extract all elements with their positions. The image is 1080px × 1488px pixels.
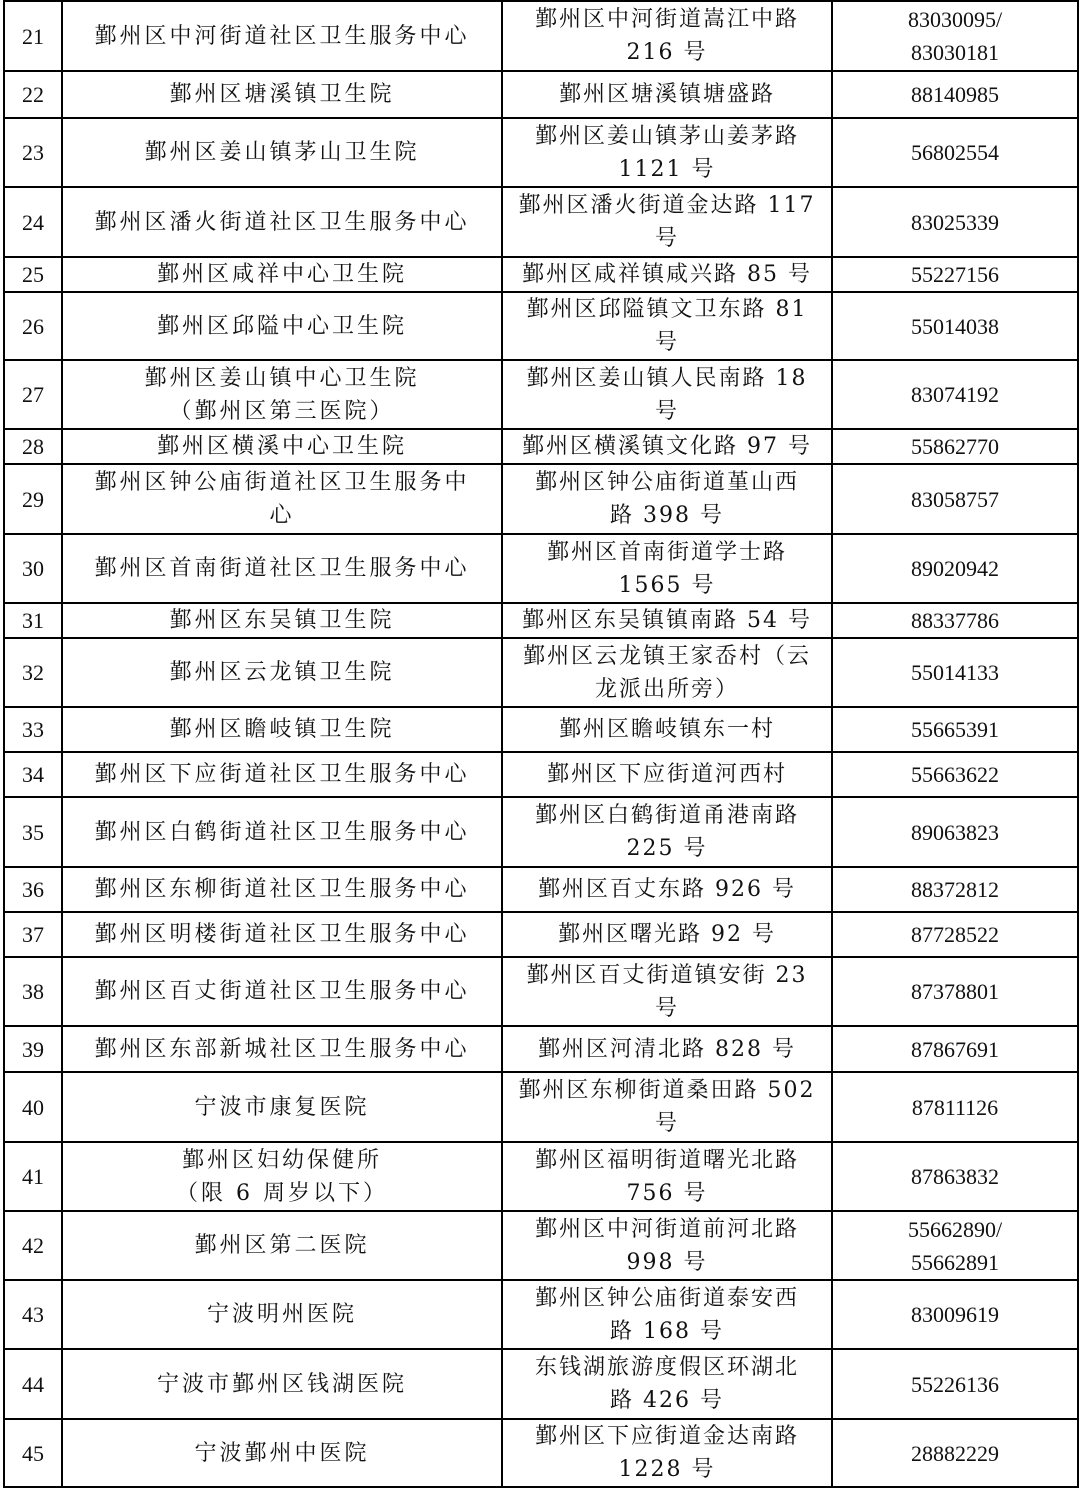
- institution-address-line: 225 号: [626, 836, 708, 861]
- institution-address-line: 鄞州区首南街道学士路: [546, 539, 787, 565]
- institution-address-line: 鄞州区下应街道河西村: [546, 762, 787, 787]
- institution-address: [502, 187, 832, 257]
- row-number: 32: [4, 638, 62, 707]
- institution-phone: [832, 71, 1078, 118]
- institution-phone: [832, 797, 1078, 867]
- row-number: 29: [4, 464, 62, 534]
- institution-address-line: 鄞州区福明街道曙光北路: [534, 1147, 799, 1173]
- institution-address: [502, 118, 832, 187]
- row-number: 23: [4, 118, 62, 187]
- institution-phone: [832, 1211, 1078, 1280]
- institution-name-line: 宁波市鄞州区钱湖医院: [156, 1371, 407, 1397]
- row-number: 27: [4, 360, 62, 429]
- row-number: 38: [4, 957, 62, 1026]
- table-row: [4, 118, 1078, 187]
- institution-name: [62, 957, 502, 1026]
- institution-address-line: 号: [654, 226, 679, 251]
- table-row: [4, 1280, 1078, 1349]
- table-row: [4, 292, 1078, 360]
- table-row: [4, 464, 1078, 534]
- institution-name: [62, 71, 502, 118]
- institution-name: [62, 912, 502, 957]
- institution-address-line: 鄞州区咸祥镇咸兴路 85 号: [522, 262, 812, 287]
- institution-address: [502, 360, 832, 429]
- institution-address-line: 鄞州区百丈街道镇安街 23: [526, 962, 808, 988]
- row-number: 28: [4, 429, 62, 464]
- institution-phone: [832, 118, 1078, 187]
- institution-name: [62, 534, 502, 603]
- institution-phone: [832, 292, 1078, 360]
- institution-name: [62, 360, 502, 429]
- institution-phone: [832, 360, 1078, 429]
- row-number: 43: [4, 1280, 62, 1349]
- institution-address-line: 路 426 号: [610, 1388, 724, 1413]
- institution-address-line: 998 号: [626, 1249, 708, 1275]
- institution-address-line: 鄞州区云龙镇王家岙村（云: [522, 643, 811, 669]
- institution-name-line: 鄞州区首南街道社区卫生服务中心: [94, 556, 470, 581]
- institution-phone: [832, 638, 1078, 707]
- institution-name-line: （限 6 周岁以下）: [176, 1180, 388, 1206]
- row-number: 37: [4, 912, 62, 957]
- institution-address-line: 鄞州区姜山镇茅山姜茅路: [534, 123, 799, 149]
- institution-phone-line: 55227156: [911, 262, 999, 287]
- institution-name-line: 心: [269, 503, 295, 528]
- institution-address-line: 鄞州区邱隘镇文卫东路 81: [526, 297, 808, 322]
- institution-name-line: 鄞州区第二医院: [194, 1233, 370, 1258]
- institution-name-line: 鄞州区横溪中心卫生院: [156, 434, 407, 459]
- row-number: 26: [4, 292, 62, 360]
- institution-address-line: 鄞州区钟公庙街道堇山西: [534, 470, 799, 495]
- row-number: 41: [4, 1142, 62, 1211]
- institution-address: [502, 1349, 832, 1419]
- institution-name-line: 鄞州区下应街道社区卫生服务中心: [94, 762, 470, 787]
- institution-address-line: 号: [654, 398, 679, 424]
- table-row: [4, 797, 1078, 867]
- institution-phone: [832, 1419, 1078, 1487]
- institution-phone: [832, 1072, 1078, 1142]
- institution-name-line: 鄞州区姜山镇茅山卫生院: [144, 140, 420, 165]
- institution-phone: [832, 603, 1078, 638]
- table-row: [4, 1026, 1078, 1072]
- institution-phone: [832, 1349, 1078, 1419]
- table-row: [4, 1072, 1078, 1142]
- institution-phone: [832, 534, 1078, 603]
- institution-name: [62, 1, 502, 71]
- institution-address: [502, 1072, 832, 1142]
- institution-address-line: 号: [654, 1111, 679, 1136]
- table-row: [4, 534, 1078, 603]
- institution-phone-line: 87378801: [911, 979, 999, 1004]
- institution-name: [62, 257, 502, 292]
- institution-phone-line: 87728522: [911, 922, 999, 947]
- institution-name: [62, 603, 502, 638]
- institution-phone: [832, 912, 1078, 957]
- table-row: [4, 257, 1078, 292]
- institution-name: [62, 429, 502, 464]
- institution-phone-line: 89063823: [911, 819, 999, 845]
- institution-address-line: 鄞州区曙光路 92 号: [558, 922, 776, 947]
- table-row: [4, 1, 1078, 71]
- table-row: [4, 752, 1078, 797]
- institution-address: [502, 638, 832, 707]
- institution-address: [502, 1026, 832, 1072]
- institution-phone-line: 83074192: [911, 382, 999, 407]
- institution-name-line: 鄞州区云龙镇卫生院: [169, 660, 395, 685]
- row-number: 31: [4, 603, 62, 638]
- institution-address-line: 鄞州区钟公庙街道泰安西: [534, 1285, 799, 1311]
- institution-name-line: 鄞州区妇幼保健所: [181, 1147, 382, 1173]
- institution-phone-line: 83058757: [911, 486, 999, 512]
- institution-address: [502, 1419, 832, 1487]
- institution-address: [502, 429, 832, 464]
- institution-name-line: 鄞州区潘火街道社区卫生服务中心: [94, 209, 470, 235]
- institution-name: [62, 292, 502, 360]
- table-row: [4, 1142, 1078, 1211]
- institution-phone-line: 55226136: [911, 1371, 999, 1397]
- row-number: 22: [4, 71, 62, 118]
- table-row: [4, 867, 1078, 912]
- institution-name-line: 鄞州区瞻岐镇卫生院: [169, 717, 395, 742]
- institution-address-line: 号: [654, 995, 679, 1021]
- row-number: 44: [4, 1349, 62, 1419]
- institution-name: [62, 752, 502, 797]
- institution-name-line: 鄞州区白鹤街道社区卫生服务中心: [94, 819, 470, 845]
- institution-name-line: 鄞州区东柳街道社区卫生服务中心: [94, 877, 470, 902]
- institution-name: [62, 187, 502, 257]
- institution-name-line: 鄞州区姜山镇中心卫生院: [144, 365, 420, 391]
- row-number: 24: [4, 187, 62, 257]
- institution-address: [502, 1280, 832, 1349]
- institution-name: [62, 1142, 502, 1211]
- table-row: [4, 1211, 1078, 1280]
- institution-name: [62, 638, 502, 707]
- institution-phone-line: 87863832: [911, 1164, 999, 1189]
- row-number: 45: [4, 1419, 62, 1487]
- institution-address: [502, 797, 832, 867]
- institution-address: [502, 292, 832, 360]
- table-row: [4, 1419, 1078, 1487]
- institution-address-line: 鄞州区白鹤街道甬港南路: [534, 803, 799, 828]
- institution-name: [62, 1349, 502, 1419]
- institution-address-line: 鄞州区中河街道嵩江中路: [534, 7, 799, 32]
- institution-phone-line: 55014038: [911, 313, 999, 339]
- institution-address-line: 鄞州区横溪镇文化路 97 号: [522, 434, 812, 459]
- institution-address-line: 路 398 号: [610, 503, 724, 528]
- institution-name-line: 鄞州区中河街道社区卫生服务中心: [94, 23, 470, 49]
- institution-name-line: 鄞州区塘溪镇卫生院: [169, 82, 395, 107]
- institution-address-line: 1565 号: [618, 572, 716, 598]
- table-row: [4, 603, 1078, 638]
- institution-name-line: 鄞州区钟公庙街道社区卫生服务中: [94, 470, 470, 495]
- institution-phone-line: 83030095/: [907, 7, 1003, 32]
- institution-address-line: 鄞州区下应街道金达南路: [534, 1424, 799, 1449]
- institution-phone-line: 55862770: [911, 434, 999, 459]
- institution-phone-line: 55663622: [911, 762, 999, 787]
- institution-address-line: 鄞州区百丈东路 926 号: [538, 877, 796, 902]
- institution-phone: [832, 1026, 1078, 1072]
- row-number: 34: [4, 752, 62, 797]
- institution-phone: [832, 752, 1078, 797]
- institution-address-line: 鄞州区东柳街道桑田路 502: [518, 1078, 816, 1103]
- institution-name-line: 鄞州区东部新城社区卫生服务中心: [94, 1036, 470, 1062]
- institution-address: [502, 1142, 832, 1211]
- institution-phone-line: 89020942: [911, 556, 999, 581]
- institution-phone: [832, 957, 1078, 1026]
- institution-address: [502, 1, 832, 71]
- institution-phone-line: 28882229: [911, 1440, 999, 1466]
- clinic-table: [3, 0, 1079, 1488]
- table-row: [4, 957, 1078, 1026]
- institution-phone-line: 55665391: [911, 717, 999, 742]
- row-number: 39: [4, 1026, 62, 1072]
- institution-phone: [832, 1280, 1078, 1349]
- institution-name-line: 宁波市康复医院: [194, 1094, 370, 1120]
- clinic-table-body: [4, 1, 1078, 1487]
- table-row: [4, 707, 1078, 752]
- institution-name-line: （鄞州区第三医院）: [169, 398, 395, 424]
- row-number: 35: [4, 797, 62, 867]
- institution-phone-line: 83030181: [911, 40, 999, 65]
- institution-address-line: 东钱湖旅游度假区环湖北: [534, 1355, 799, 1380]
- institution-phone-line: 56802554: [911, 140, 999, 165]
- institution-phone-line: 55662890/: [907, 1216, 1003, 1242]
- institution-name: [62, 1026, 502, 1072]
- row-number: 30: [4, 534, 62, 603]
- institution-name-line: 鄞州区百丈街道社区卫生服务中心: [94, 979, 470, 1004]
- institution-address-line: 1121 号: [618, 156, 716, 182]
- institution-name-line: 鄞州区咸祥中心卫生院: [156, 262, 407, 287]
- institution-phone-line: 88140985: [911, 82, 999, 107]
- institution-name: [62, 1211, 502, 1280]
- institution-address-line: 1228 号: [618, 1457, 716, 1482]
- table-row: [4, 638, 1078, 707]
- institution-phone-line: 88372812: [911, 877, 999, 902]
- institution-address: [502, 603, 832, 638]
- institution-address-line: 鄞州区塘溪镇塘盛路: [558, 82, 775, 107]
- institution-name-line: 鄞州区东吴镇卫生院: [169, 608, 395, 633]
- institution-name: [62, 707, 502, 752]
- institution-phone-line: 83025339: [911, 209, 999, 235]
- institution-address-line: 号: [654, 330, 679, 355]
- institution-address: [502, 464, 832, 534]
- institution-name-line: 宁波鄞州中医院: [194, 1440, 370, 1466]
- institution-address: [502, 912, 832, 957]
- institution-address-line: 756 号: [626, 1180, 708, 1206]
- institution-address-line: 鄞州区姜山镇人民南路 18: [526, 365, 808, 391]
- table-row: [4, 187, 1078, 257]
- institution-phone-line: 83009619: [911, 1302, 999, 1327]
- row-number: 42: [4, 1211, 62, 1280]
- institution-phone-line: 88337786: [911, 608, 999, 633]
- table-row: [4, 429, 1078, 464]
- institution-phone: [832, 429, 1078, 464]
- institution-address: [502, 71, 832, 118]
- institution-name: [62, 464, 502, 534]
- row-number: 21: [4, 1, 62, 71]
- table-row: [4, 1349, 1078, 1419]
- institution-address: [502, 707, 832, 752]
- institution-address: [502, 1211, 832, 1280]
- institution-name-line: 宁波明州医院: [206, 1302, 357, 1327]
- institution-address-line: 鄞州区河清北路 828 号: [538, 1036, 796, 1062]
- institution-name: [62, 1072, 502, 1142]
- institution-address-line: 216 号: [626, 40, 708, 65]
- institution-name-line: 鄞州区明楼街道社区卫生服务中心: [94, 922, 470, 947]
- institution-phone: [832, 187, 1078, 257]
- row-number: 40: [4, 1072, 62, 1142]
- institution-name-line: 鄞州区邱隘中心卫生院: [156, 313, 407, 339]
- institution-phone: [832, 867, 1078, 912]
- institution-name: [62, 118, 502, 187]
- institution-address: [502, 957, 832, 1026]
- table-row: [4, 360, 1078, 429]
- institution-phone-line: 87811126: [911, 1094, 999, 1120]
- institution-phone-line: 55014133: [911, 660, 999, 685]
- table-row: [4, 71, 1078, 118]
- institution-address-line: 龙派出所旁）: [594, 676, 739, 702]
- row-number: 33: [4, 707, 62, 752]
- institution-phone: [832, 1, 1078, 71]
- institution-address-line: 鄞州区瞻岐镇东一村: [558, 717, 775, 742]
- institution-address-line: 鄞州区潘火街道金达路 117: [518, 193, 816, 218]
- institution-name: [62, 867, 502, 912]
- institution-phone-line: 87867691: [911, 1036, 999, 1062]
- institution-phone-line: 55662891: [911, 1249, 999, 1275]
- institution-address-line: 鄞州区中河街道前河北路: [534, 1216, 799, 1242]
- institution-address: [502, 867, 832, 912]
- table-row: [4, 912, 1078, 957]
- institution-name: [62, 797, 502, 867]
- institution-address: [502, 752, 832, 797]
- institution-address: [502, 257, 832, 292]
- institution-phone: [832, 257, 1078, 292]
- institution-phone: [832, 464, 1078, 534]
- institution-phone: [832, 707, 1078, 752]
- row-number: 25: [4, 257, 62, 292]
- institution-name: [62, 1419, 502, 1487]
- institution-name: [62, 1280, 502, 1349]
- row-number: 36: [4, 867, 62, 912]
- institution-address-line: 鄞州区东吴镇镇南路 54 号: [522, 608, 812, 633]
- institution-address-line: 路 168 号: [610, 1318, 724, 1344]
- institution-address: [502, 534, 832, 603]
- institution-phone: [832, 1142, 1078, 1211]
